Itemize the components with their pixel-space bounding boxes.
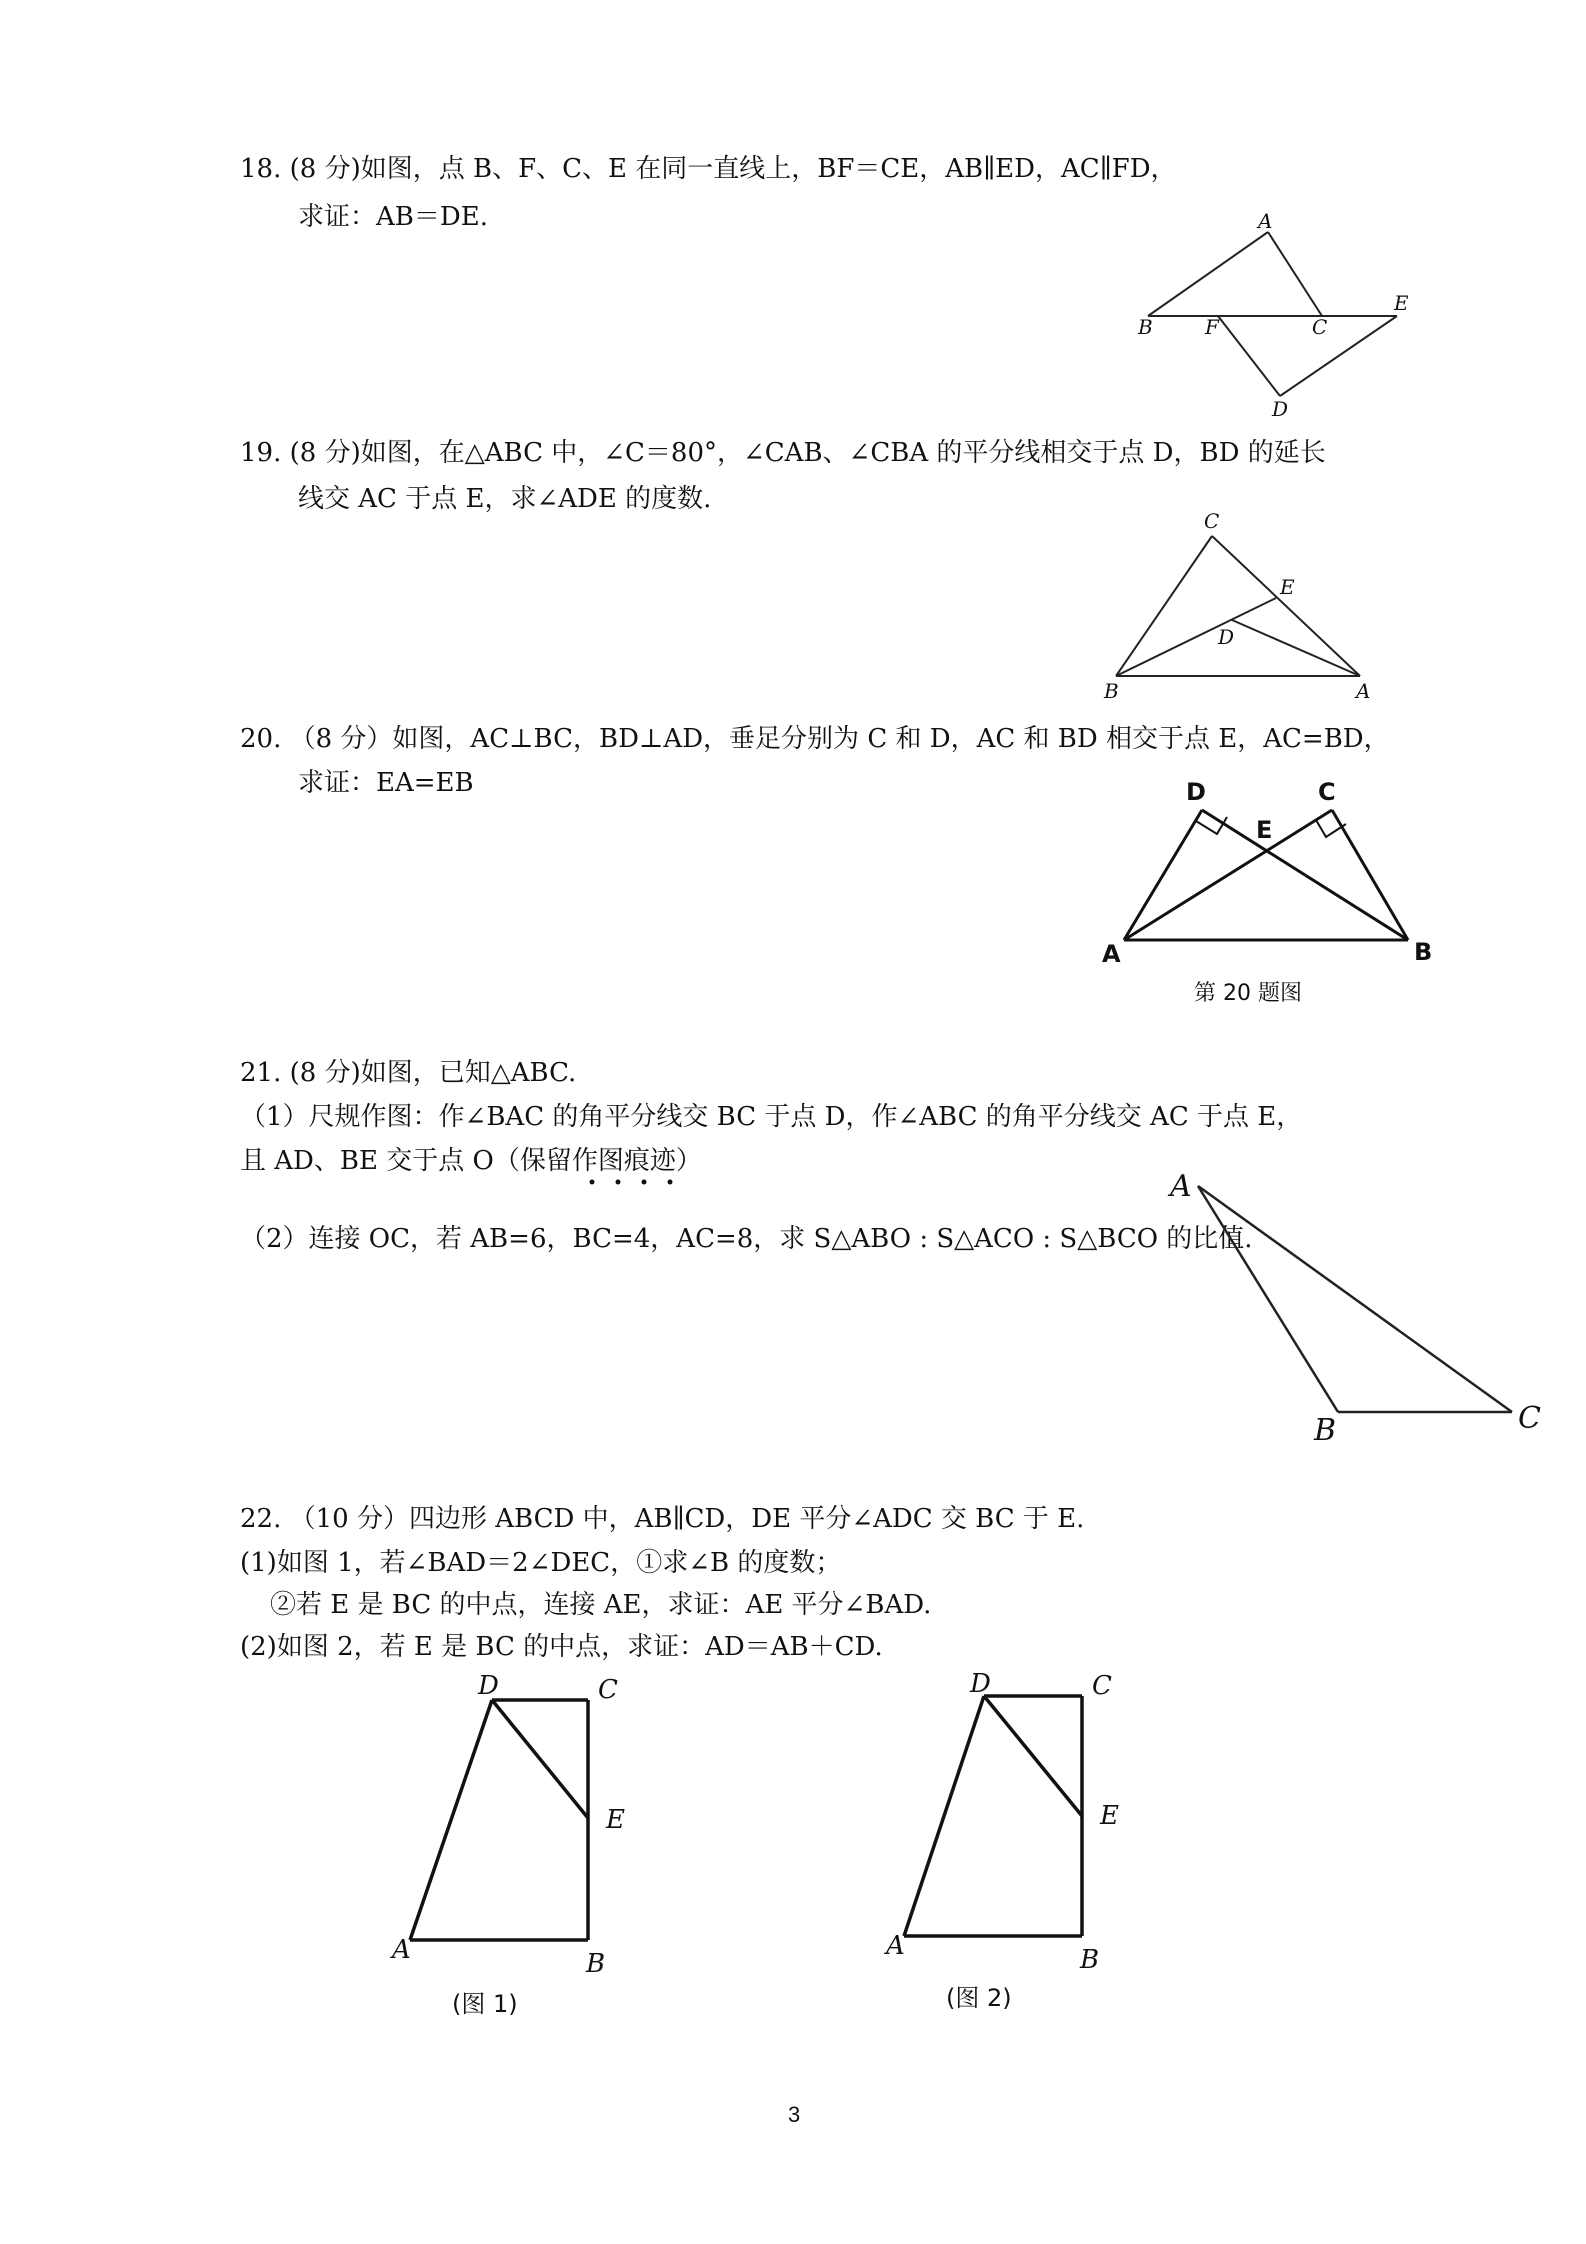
fig1-label-c: C [598,1675,618,1705]
q21-line2: （1）尺规作图：作∠BAC 的角平分线交 BC 于点 D，作∠ABC 的角平分线交 AC 于点 E， [240,1102,1303,1132]
q20-label-a: A [1102,940,1121,968]
q21-line4: （2）连接 OC，若 AB=6，BC=4，AC=8，求 S△ABO : S△ACO : S△BCO 的比值. [240,1224,1253,1254]
fig1-caption: (图 1) [452,1990,518,2018]
fig1-label-b: B [586,1949,606,1979]
q21-label-a: A [1170,1169,1192,1204]
q18-line1: 18. (8 分)如图，点 B、F、C、E 在同一直线上，BF＝CE，AB∥ED，AC∥FD， [240,154,1177,184]
q22-line4: (2)如图 2，若 E 是 BC 的中点，求证：AD＝AB＋CD. [240,1632,883,1662]
q19-label-c: C [1204,509,1220,533]
q19-label-b: B [1104,679,1119,703]
q20-label-c: C [1318,778,1336,806]
q19-line1: 19. (8 分)如图，在△ABC 中，∠C＝80°，∠CAB、∠CBA 的平分线相交于点 D，BD 的延长 [240,438,1326,468]
q22-line2: (1)如图 1，若∠BAD＝2∠DEC，①求∠B 的度数； [240,1548,842,1578]
q19-label-a: A [1356,679,1371,703]
q21-line1: 21. (8 分)如图，已知△ABC. [240,1058,577,1088]
q22-line3: ②若 E 是 BC 的中点，连接 AE，求证：AE 平分∠BAD. [270,1590,932,1620]
q18-label-d: D [1272,397,1289,421]
fig1-label-a: A [392,1935,411,1965]
q20-label-d: D [1186,778,1206,806]
q19-label-e: E [1280,575,1295,599]
q22-line1: 22. （10 分）四边形 ABCD 中，AB∥CD，DE 平分∠ADC 交 BC 于 E. [240,1504,1085,1534]
q20-line2: 求证：EA=EB [298,768,474,798]
q18-label-c: C [1312,315,1328,339]
q20-label-e: E [1256,816,1273,844]
q21-label-b: B [1314,1413,1337,1448]
fig2-label-d: D [970,1669,991,1699]
q19-line2: 线交 AC 于点 E，求∠ADE 的度数. [298,484,712,514]
q18-label-f: F [1205,315,1219,339]
fig2-label-a: A [886,1931,905,1961]
q18-label-e: E [1394,291,1409,315]
fig1-label-d: D [478,1671,499,1701]
page-number: 3 [788,2102,801,2127]
q18-label-a: A [1258,209,1273,233]
q18-label-b: B [1138,315,1153,339]
fig2-label-e: E [1100,1801,1119,1831]
fig2-caption: (图 2) [946,1984,1012,2012]
q21-line3: 且 AD、BE 交于点 O（保留作图痕迹） [240,1146,702,1176]
q20-label-b: B [1414,938,1433,966]
fig2-label-c: C [1092,1671,1112,1701]
q20-line1: 20. （8 分）如图，AC⊥BC，BD⊥AD，垂足分别为 C 和 D，AC 和 BD 相交于点 E，AC=BD， [240,724,1390,754]
q19-label-d: D [1218,625,1235,649]
q21-label-c: C [1518,1401,1541,1436]
fig2-label-b: B [1080,1945,1100,1975]
q20-caption: 第 20 题图 [1194,981,1302,1006]
q18-line2: 求证：AB＝DE. [298,202,488,232]
fig1-label-e: E [606,1805,625,1835]
